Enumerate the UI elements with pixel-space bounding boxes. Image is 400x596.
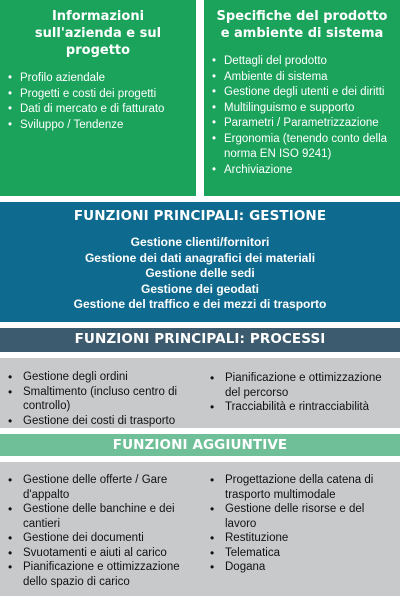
processi-right-list	[210, 371, 396, 415]
product-spec-card	[204, 0, 400, 196]
aggiuntive-title: FUNZIONI AGGIUNTIVE	[112, 437, 288, 453]
list-item: • Gestione degli utenti e dei diritti	[212, 85, 392, 101]
product-spec-title: Specifiche del prodotto e ambiente di sistema	[216, 9, 388, 41]
gestione-section	[0, 202, 400, 322]
list-item: • Gestione dei documenti	[8, 531, 204, 546]
list-item: • Ambiente di sistema	[212, 70, 392, 86]
processi-header	[0, 328, 400, 352]
list-item: • Restituzione	[210, 531, 396, 546]
product-spec-list	[212, 54, 392, 178]
aggiuntive-header	[0, 434, 400, 456]
gestione-title: FUNZIONI PRINCIPALI: GESTIONE	[73, 208, 327, 224]
list-item: • Pianificazione e ottimizzazione dello spazio di carico	[8, 560, 204, 589]
list-item: • Progetti e costi dei progetti	[8, 87, 188, 103]
company-info-list	[8, 71, 188, 133]
list-item: • Ergonomia (tenendo conto della norma EN ISO 9241)	[212, 132, 392, 163]
list-item: • Dettagli del prodotto	[212, 54, 392, 70]
list-item: • Parametri / Parametrizzazione	[212, 116, 392, 132]
list-item: • Progettazione della catena di trasporto multimodale	[210, 473, 396, 502]
aggiuntive-right-list	[210, 473, 396, 575]
list-item: • Telematica	[210, 546, 396, 561]
list-item: • Smaltimento (incluso centro di controllo)	[8, 385, 200, 414]
list-item: • Tracciabilità e rintracciabilità	[210, 400, 396, 415]
list-item: • Gestione delle risorse e del lavoro	[210, 502, 396, 531]
list-item: • Archiviazione	[212, 163, 392, 179]
list-item: • Multilinguismo e supporto	[212, 101, 392, 117]
list-item: Gestione del traffico e dei mezzi di trasporto	[73, 297, 327, 311]
list-item: • Dati di mercato e di fatturato	[8, 102, 188, 118]
aggiuntive-body	[0, 462, 400, 596]
list-item: • Dogana	[210, 560, 396, 575]
list-item: • Pianificazione e ottimizzazione del percorso	[210, 371, 396, 400]
processi-body	[0, 358, 400, 428]
list-item: Gestione dei geodati	[140, 281, 260, 296]
company-info-card	[0, 0, 196, 196]
list-item: • Gestione delle offerte / Gare d'appalto	[8, 473, 204, 502]
list-item: Gestione clienti/fornitori	[130, 235, 270, 249]
aggiuntive-left-list	[8, 473, 204, 589]
list-item: • Svuotamenti e aiuti al carico	[8, 546, 204, 561]
processi-title: FUNZIONI PRINCIPALI: PROCESSI	[74, 331, 326, 347]
list-item: • Sviluppo / Tendenze	[8, 118, 188, 134]
list-item: • Gestione degli ordini	[8, 370, 200, 385]
company-info-title: Informazioni sull'azienda e sul progetto	[34, 9, 162, 58]
list-item: Gestione delle sedi	[145, 266, 255, 280]
list-item: • Gestione delle banchine e dei cantieri	[8, 502, 204, 531]
processi-left-list	[8, 370, 200, 428]
list-item: • Gestione dei costi di trasporto	[8, 414, 200, 429]
list-item: Gestione dei dati anagrafici dei materiali	[84, 250, 316, 265]
gestione-list	[0, 235, 400, 313]
list-item: • Profilo aziendale	[8, 71, 188, 87]
